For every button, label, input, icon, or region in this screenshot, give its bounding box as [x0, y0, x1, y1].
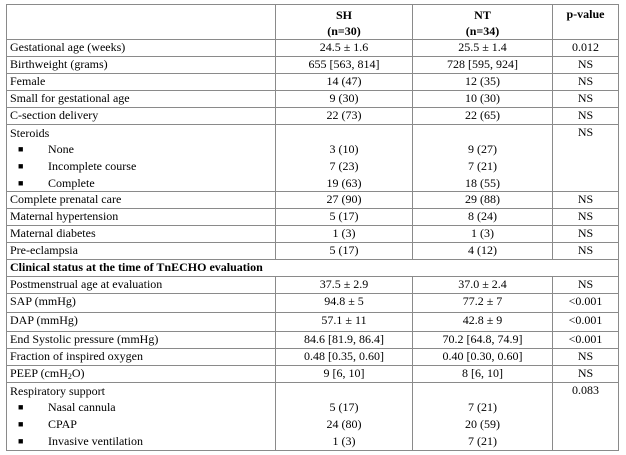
- row-label: Postmenstrual age at evaluation: [7, 277, 276, 294]
- bullet-icon: ■: [18, 160, 24, 171]
- header-nt-n: (n=34): [465, 24, 500, 38]
- sh-value: 9 (30): [276, 91, 413, 108]
- table-row: [7, 74, 619, 91]
- bullet-icon: ■: [18, 144, 24, 154]
- steroids-row: [7, 125, 619, 192]
- nt-value: 7 (21) 20 (59) 7 (21): [413, 383, 553, 450]
- sh-value: 57.1 ± 11: [276, 313, 413, 332]
- sh-value: 37.5 ± 2.9: [276, 277, 413, 294]
- sh-value: 5 (17): [276, 209, 413, 226]
- p-value: 0.012: [553, 40, 619, 57]
- p-value: NS: [553, 91, 619, 108]
- comparison-table: [6, 4, 619, 451]
- table-row: [7, 313, 619, 332]
- header-nt: [413, 5, 553, 40]
- nt-value: 728 [595, 924]: [413, 57, 553, 74]
- p-value: NS: [553, 209, 619, 226]
- respiratory-label: Respiratory support: [10, 384, 105, 399]
- p-value: NS: [553, 226, 619, 243]
- header-row: [7, 5, 619, 40]
- row-label: SAP (mmHg): [7, 294, 276, 313]
- table-row: [7, 57, 619, 74]
- sh-value: 24.5 ± 1.6: [276, 40, 413, 57]
- row-label: DAP (mmHg): [7, 313, 276, 332]
- p-value: <0.001: [553, 294, 619, 313]
- row-label: PEEP (cmH$_2$O): [7, 366, 276, 383]
- table-row: [7, 332, 619, 349]
- nt-value: 1 (3): [413, 226, 553, 243]
- nt-value: 0.40 [0.30, 0.60]: [413, 349, 553, 366]
- row-label: Pre-eclampsia: [7, 243, 276, 260]
- section-header-row: [7, 260, 619, 277]
- nt-value: 42.8 ± 9: [413, 313, 553, 332]
- p-value: NS: [553, 74, 619, 91]
- table-row: [7, 40, 619, 57]
- row-label: Maternal diabetes: [7, 226, 276, 243]
- table-row: [7, 91, 619, 108]
- nt-value: 12 (35): [413, 74, 553, 91]
- row-label: Complete prenatal care: [7, 192, 276, 209]
- table-row: [7, 366, 619, 383]
- sh-value: 94.8 ± 5: [276, 294, 413, 313]
- nt-value: 22 (65): [413, 108, 553, 125]
- row-label: End Systolic pressure (mmHg): [7, 332, 276, 349]
- nt-value: 4 (12): [413, 243, 553, 260]
- sh-value: 3 (10) 7 (23) 19 (63): [276, 125, 413, 192]
- steroids-label-cell: [7, 125, 276, 192]
- row-label: Birthweight (grams): [7, 57, 276, 74]
- list-item: ■ Invasive ventilation: [18, 433, 143, 448]
- respiratory-support-row: [7, 383, 619, 450]
- row-label: Small for gestational age: [7, 91, 276, 108]
- nt-value: 29 (88): [413, 192, 553, 209]
- bullet-icon: ■: [18, 435, 24, 446]
- section-title: Clinical status at the time of TnECHO evaluation: [7, 260, 619, 277]
- sh-value: 9 [6, 10]: [276, 366, 413, 383]
- p-value: <0.001: [553, 332, 619, 349]
- header-sh: [276, 5, 413, 40]
- bullet-icon: ■: [18, 177, 24, 188]
- row-label: Female: [7, 74, 276, 91]
- bullet-icon: ■: [18, 419, 24, 430]
- nt-value: 70.2 [64.8, 74.9]: [413, 332, 553, 349]
- nt-value: 25.5 ± 1.4: [413, 40, 553, 57]
- row-label: C-section delivery: [7, 108, 276, 125]
- bullet-icon: ■: [18, 402, 24, 413]
- header-nt-label: NT: [474, 8, 491, 22]
- table-row: [7, 294, 619, 313]
- table-row: [7, 209, 619, 226]
- nt-value: 77.2 ± 7: [413, 294, 553, 313]
- sh-value: 22 (73): [276, 108, 413, 125]
- sh-value: 1 (3): [276, 226, 413, 243]
- respiratory-label-cell: [7, 383, 276, 450]
- table-row: [7, 226, 619, 243]
- table-row: [7, 243, 619, 260]
- table-row: [7, 108, 619, 125]
- sh-value: 14 (47): [276, 74, 413, 91]
- p-value: NS: [553, 277, 619, 294]
- steroids-label: Steroids: [10, 126, 50, 140]
- p-value: NS: [553, 125, 619, 192]
- row-label: Maternal hypertension: [7, 209, 276, 226]
- sh-value: 0.48 [0.35, 0.60]: [276, 349, 413, 366]
- p-value: NS: [553, 57, 619, 74]
- header-blank-cell: [7, 5, 276, 40]
- nt-value: 8 (24): [413, 209, 553, 226]
- p-value: <0.001: [553, 313, 619, 332]
- row-label: Fraction of inspired oxygen: [7, 349, 276, 366]
- nt-value: 10 (30): [413, 91, 553, 108]
- list-item: ■ Nasal cannula: [18, 400, 116, 415]
- header-sh-label: SH: [335, 8, 352, 22]
- list-item: ■ Complete: [18, 175, 95, 190]
- table-row: [7, 349, 619, 366]
- row-label: Gestational age (weeks): [7, 40, 276, 57]
- nt-value: 37.0 ± 2.4: [413, 277, 553, 294]
- p-value: 0.083: [553, 383, 619, 450]
- nt-value: 8 [6, 10]: [413, 366, 553, 383]
- table-row: [7, 277, 619, 294]
- nt-value: 9 (27) 7 (21) 18 (55): [413, 125, 553, 192]
- sh-value: 27 (90): [276, 192, 413, 209]
- list-item: ■ None: [18, 142, 74, 156]
- header-p-value: p-value: [553, 5, 619, 40]
- sh-value: 5 (17) 24 (80) 1 (3): [276, 383, 413, 450]
- sh-value: 5 (17): [276, 243, 413, 260]
- table-row: [7, 192, 619, 209]
- sh-value: 655 [563, 814]: [276, 57, 413, 74]
- list-item: ■ Incomplete course: [18, 158, 137, 173]
- header-sh-n: (n=30): [327, 24, 361, 38]
- p-value: NS: [553, 366, 619, 383]
- p-value: NS: [553, 243, 619, 260]
- sh-value: 84.6 [81.9, 86.4]: [276, 332, 413, 349]
- p-value: NS: [553, 108, 619, 125]
- p-value: NS: [553, 349, 619, 366]
- p-value: NS: [553, 192, 619, 209]
- list-item: ■ CPAP: [18, 417, 77, 432]
